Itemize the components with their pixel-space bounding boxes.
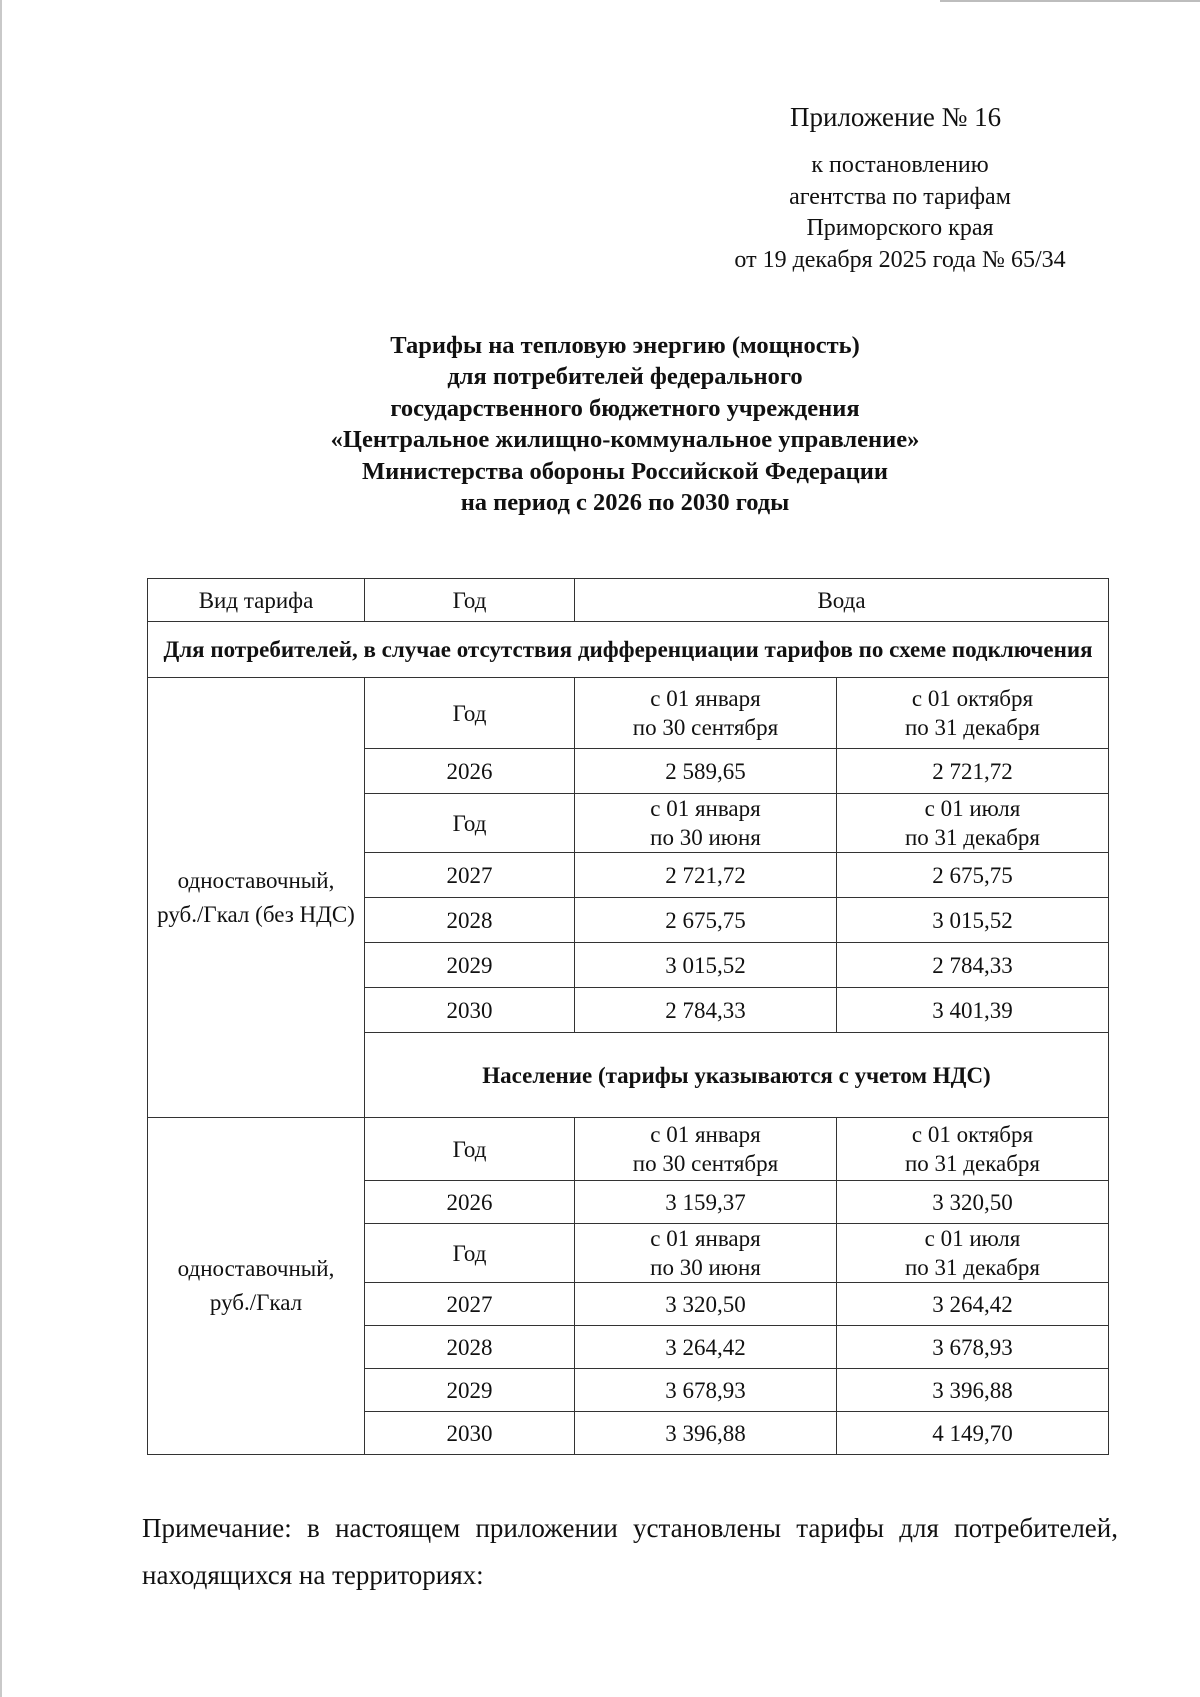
year-cell: 2028 xyxy=(365,1326,575,1369)
resolution-line: от 19 декабря 2025 года № 65/34 xyxy=(734,246,1066,273)
period-header xyxy=(837,678,1109,749)
tariff-value: 3 678,93 xyxy=(575,1369,837,1412)
year-cell: 2028 xyxy=(365,898,575,943)
section-heading-row xyxy=(148,622,1109,678)
title-line: «Центральное жилищно-коммунальное управление» xyxy=(330,426,920,454)
period-end: по 30 июня xyxy=(650,1255,761,1280)
tariff-value: 2 675,75 xyxy=(575,898,837,943)
period-end: по 30 сентября xyxy=(632,715,779,740)
year-cell: 2027 xyxy=(365,1283,575,1326)
period-start: с 01 октября xyxy=(911,1122,1034,1147)
resolution-reference xyxy=(690,150,1110,276)
period-header xyxy=(837,1224,1109,1283)
table-header-row xyxy=(148,579,1109,622)
period-start: с 01 июля xyxy=(924,796,1021,821)
header-year: Год xyxy=(365,579,575,622)
tariff-type-label: одноставочный, руб./Гкал xyxy=(148,1118,365,1455)
period-end: по 31 декабря xyxy=(904,1255,1041,1280)
period-header-row xyxy=(148,678,1109,749)
title-line: для потребителей федерального xyxy=(447,363,803,391)
period-start: с 01 января xyxy=(650,686,761,711)
tariff-value: 3 015,52 xyxy=(575,943,837,988)
period-start: с 01 января xyxy=(650,1122,761,1147)
tariff-value: 3 396,88 xyxy=(837,1369,1109,1412)
section-title: Население (тарифы указываются с учетом НДС) xyxy=(365,1033,1109,1118)
tariff-value: 2 721,72 xyxy=(837,749,1109,794)
scan-edge-left xyxy=(0,0,2,1697)
note-text-continued: находящихся на территориях: xyxy=(142,1560,484,1590)
year-cell: 2030 xyxy=(365,1412,575,1455)
tariff-value: 2 721,72 xyxy=(575,853,837,898)
title-line: Министерства обороны Российской Федерации xyxy=(362,457,888,485)
period-end: по 31 декабря xyxy=(904,825,1041,850)
document-title xyxy=(160,330,1090,518)
note-text: Примечание: в настоящем приложении установлены тарифы для потребителей, xyxy=(142,1513,1118,1543)
period-start: с 01 июля xyxy=(924,1226,1021,1251)
tariff-type-label: одноставочный, руб./Гкал (без НДС) xyxy=(148,678,365,1118)
year-cell: 2026 xyxy=(365,1181,575,1224)
period-header xyxy=(575,1118,837,1181)
resolution-line: Приморского края xyxy=(806,215,994,241)
tariff-value: 3 401,39 xyxy=(837,988,1109,1033)
tariff-value: 4 149,70 xyxy=(837,1412,1109,1455)
year-cell: 2030 xyxy=(365,988,575,1033)
year-cell: 2027 xyxy=(365,853,575,898)
year-label: Год xyxy=(365,1118,575,1181)
tariff-value: 3 678,93 xyxy=(837,1326,1109,1369)
tariff-table xyxy=(147,578,1109,1455)
period-end: по 31 декабря xyxy=(904,715,1041,740)
title-line: на период с 2026 по 2030 годы xyxy=(460,489,790,517)
resolution-line: к постановлению xyxy=(811,152,989,178)
year-label: Год xyxy=(365,678,575,749)
tariff-value: 3 264,42 xyxy=(575,1326,837,1369)
year-cell: 2029 xyxy=(365,1369,575,1412)
tariff-value: 3 320,50 xyxy=(837,1181,1109,1224)
year-cell: 2026 xyxy=(365,749,575,794)
year-cell: 2029 xyxy=(365,943,575,988)
appendix-number: Приложение № 16 xyxy=(790,102,1002,132)
tariff-value: 3 396,88 xyxy=(575,1412,837,1455)
period-end: по 30 июня xyxy=(650,825,761,850)
period-start: с 01 января xyxy=(650,796,761,821)
tariff-value: 2 675,75 xyxy=(837,853,1109,898)
resolution-line: агентства по тарифам xyxy=(789,183,1011,210)
period-header xyxy=(575,794,837,853)
tariff-value: 2 589,65 xyxy=(575,749,837,794)
tariff-value: 2 784,33 xyxy=(575,988,837,1033)
tariff-value: 3 015,52 xyxy=(837,898,1109,943)
period-header xyxy=(575,1224,837,1283)
period-header-row xyxy=(148,1118,1109,1181)
period-header xyxy=(837,1118,1109,1181)
tariff-value: 2 784,33 xyxy=(837,943,1109,988)
year-label: Год xyxy=(365,1224,575,1283)
period-header xyxy=(575,678,837,749)
period-header xyxy=(837,794,1109,853)
title-line: Тарифы на тепловую энергию (мощность) xyxy=(390,332,860,359)
year-label: Год xyxy=(365,794,575,853)
tariff-value: 3 320,50 xyxy=(575,1283,837,1326)
tariff-value: 3 159,37 xyxy=(575,1181,837,1224)
period-start: с 01 октября xyxy=(911,686,1034,711)
header-water: Вода xyxy=(575,579,1109,622)
period-end: по 30 сентября xyxy=(632,1151,779,1176)
title-line: государственного бюджетного учреждения xyxy=(390,394,860,422)
tariff-value: 3 264,42 xyxy=(837,1283,1109,1326)
header-tariff-type: Вид тарифа xyxy=(148,579,365,622)
section-title: Для потребителей, в случае отсутствия дифференциации тарифов по схеме подключения xyxy=(148,622,1109,678)
scan-edge-top xyxy=(940,0,1200,2)
period-end: по 31 декабря xyxy=(904,1151,1041,1176)
period-start: с 01 января xyxy=(650,1226,761,1251)
